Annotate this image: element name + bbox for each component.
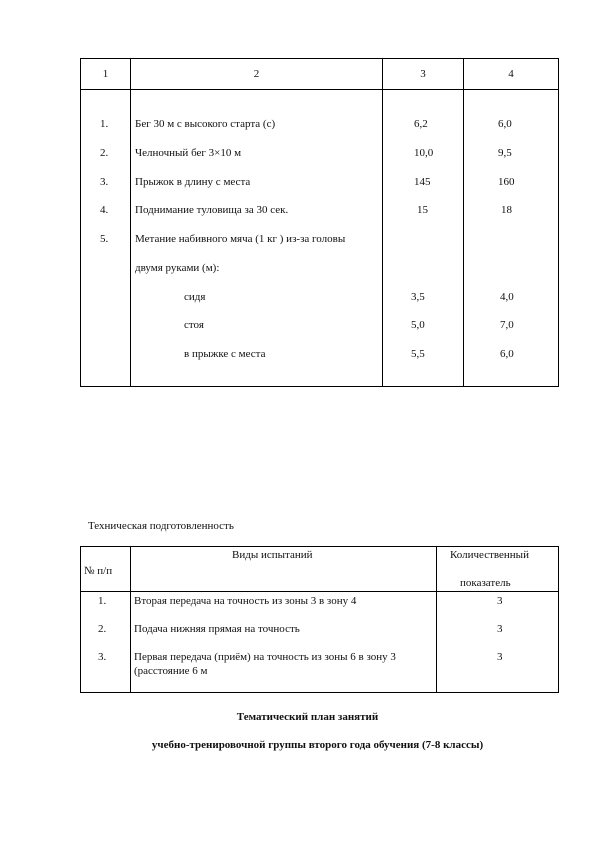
- value-4: 18: [501, 204, 512, 216]
- value-3: 6,2: [414, 118, 428, 130]
- value-3: 15: [417, 204, 428, 216]
- table-body-row: [81, 592, 559, 693]
- test-name: Прыжок в длину с места: [135, 176, 251, 188]
- technical-table: [80, 546, 559, 693]
- test-name: стоя: [184, 319, 204, 331]
- row-number: 3.: [100, 176, 109, 188]
- row-number: 4.: [100, 204, 109, 216]
- value-3: 5,0: [411, 319, 425, 331]
- column-header-1: 1: [81, 59, 131, 90]
- value-4: 9,5: [498, 147, 512, 159]
- table-body-row: [81, 90, 559, 387]
- value-3: 10,0: [414, 147, 434, 159]
- value: 3: [497, 595, 503, 607]
- test-name: Челночный бег 3×10 м: [135, 147, 242, 159]
- row-number: 5.: [100, 233, 109, 245]
- test-name-column: [131, 90, 383, 387]
- value-column-4: [464, 90, 559, 387]
- header-name: [131, 547, 437, 592]
- row-number: 1.: [98, 595, 107, 607]
- header-number-text: № п/п: [84, 565, 113, 577]
- value: 3: [497, 651, 503, 663]
- test-name: Первая передача (приём) на точность из зоны 6 в зону 3: [134, 651, 396, 663]
- value-column-3: [383, 90, 464, 387]
- plan-title: Тематический план занятий: [236, 711, 379, 723]
- header-value: [437, 547, 559, 592]
- value: 3: [497, 623, 503, 635]
- row-number: 2.: [100, 147, 109, 159]
- table-header-row: [81, 59, 559, 90]
- section-title: Техническая подготовленность: [88, 520, 234, 532]
- value-3: 3,5: [411, 291, 425, 303]
- test-name: в прыжке с места: [184, 348, 266, 360]
- test-name: двумя руками (м):: [135, 262, 220, 274]
- test-name: (расстояние 6 м: [134, 665, 208, 677]
- row-number: 2.: [98, 623, 107, 635]
- number-column: [81, 90, 131, 387]
- value-3: 145: [414, 176, 431, 188]
- value-3: 5,5: [411, 348, 425, 360]
- header-value-text: показатель: [460, 577, 511, 589]
- column-header-3: 3: [383, 59, 464, 90]
- value-4: 4,0: [500, 291, 514, 303]
- number-column: [81, 592, 131, 693]
- value-4: 6,0: [500, 348, 514, 360]
- table-header-row: [81, 547, 559, 592]
- test-name: Бег 30 м с высокого старта (с): [135, 118, 276, 130]
- column-header-2: 2: [131, 59, 383, 90]
- value-column: [437, 592, 559, 693]
- norms-table: [80, 58, 559, 387]
- value-4: 7,0: [500, 319, 514, 331]
- header-number: [81, 547, 131, 592]
- row-number: 3.: [98, 651, 107, 663]
- test-name: сидя: [184, 291, 206, 303]
- plan-subtitle: учебно-тренировочной группы второго года обучения (7-8 классы): [151, 739, 484, 751]
- header-name-text: Виды испытаний: [232, 549, 313, 561]
- test-name: Метание набивного мяча (1 кг ) из-за головы: [135, 233, 346, 245]
- test-name: Поднимание туловища за 30 сек.: [135, 204, 289, 216]
- value-4: 6,0: [498, 118, 512, 130]
- test-name-column: [131, 592, 437, 693]
- row-number: 1.: [100, 118, 109, 130]
- test-name: Вторая передача на точность из зоны 3 в зону 4: [134, 595, 357, 607]
- column-header-4: 4: [464, 59, 559, 90]
- value-4: 160: [498, 176, 515, 188]
- header-value-text: Количественный: [450, 549, 529, 561]
- test-name: Подача нижняя прямая на точность: [134, 623, 300, 635]
